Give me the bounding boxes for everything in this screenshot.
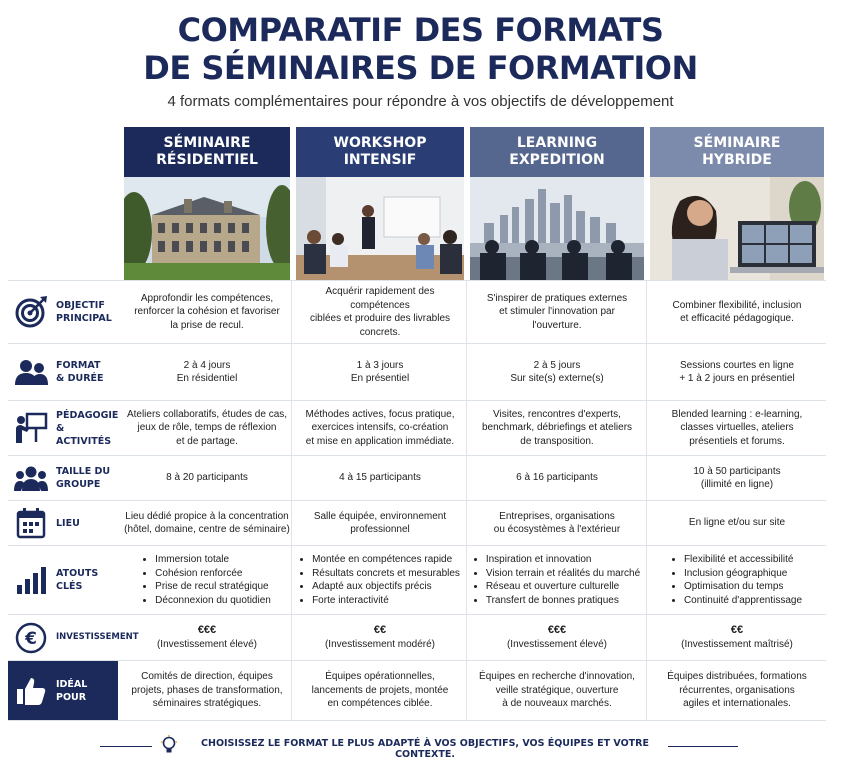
cell-text-line: (hôtel, domaine, centre de séminaire) [124, 524, 290, 535]
cell-text-line: Visites, rencontres d'experts, [493, 408, 621, 420]
table-cell [124, 501, 290, 545]
cell-text-line: classes virtuelles, ateliers [680, 422, 794, 434]
cell-text-line: l'ouverture. [532, 319, 582, 331]
presentation-icon [14, 411, 48, 445]
cell-text-line: 8 à 20 participants [166, 472, 248, 484]
list-item: • Réseau et ouverture culturelle [486, 580, 640, 594]
row-label-line2: CLÉS [56, 581, 83, 592]
table-cell [470, 615, 644, 660]
column-header-line2: INTENSIF [343, 152, 417, 168]
row-label-atouts [8, 546, 118, 614]
group-icon [14, 461, 48, 495]
cell-text-line: En résidentiel [176, 373, 238, 384]
list-item: • Continuité d'apprentissage [684, 594, 802, 608]
cell-text-line: Ateliers collaboratifs, études de cas, [126, 408, 288, 420]
row-label-taille [8, 456, 118, 500]
page-title-line2: DE SÉMINAIRES DE FORMATION [143, 49, 698, 87]
cell-text-line: et stimuler l'innovation par [499, 306, 615, 318]
svg-text:€: € [25, 628, 37, 649]
calendar-icon [14, 506, 48, 540]
cell-text-line: et efficacité pédagogique. [680, 313, 794, 324]
row-label-objectif [8, 281, 118, 343]
euro-icon [14, 621, 48, 655]
cell-text-line: Équipes distribuées, formations [667, 671, 807, 683]
cell-text-line: 4 à 15 participants [339, 472, 421, 484]
cell-text-line: benchmark, débriefings et ateliers [481, 422, 633, 434]
cell-text-line: agiles et internationales. [683, 698, 791, 710]
cell-text-line: Blended learning : e-learning, [671, 408, 803, 420]
bullet-list [143, 553, 271, 607]
cell-text-line: 2 à 4 jours [183, 359, 231, 371]
cell-text-line: 10 à 50 participants [693, 465, 781, 477]
column-header-residentiel [124, 127, 290, 177]
table-cell [296, 661, 464, 720]
target-icon [14, 295, 48, 329]
table-cell [650, 281, 824, 343]
table-cell [470, 344, 644, 400]
cell-text-line: Sessions courtes en ligne [680, 359, 794, 371]
cell-text-line: exercices intensifs, co-création [311, 422, 449, 434]
cell-text-line: de transposition. [520, 435, 594, 447]
cell-text-line: Équipes opérationnelles, [325, 671, 435, 683]
row-label-format [8, 344, 118, 400]
cell-text-line: 2 à 5 jours [533, 359, 581, 371]
column-header-learning-expedition [470, 127, 644, 177]
cell-text-line: (Investissement élevé) [506, 638, 608, 650]
cell-text-line: €€ [373, 624, 387, 636]
cell-text-line: En ligne et/ou sur site [688, 517, 786, 529]
table-cell [470, 661, 644, 720]
column-header-line2: EXPEDITION [509, 152, 605, 168]
bullet-list [300, 553, 460, 607]
bullet-list [672, 553, 802, 607]
row-label-line1: OBJECTIF [56, 300, 105, 311]
table-cell [470, 501, 644, 545]
list-item: • Forte interactivité [312, 594, 460, 608]
table-cell [124, 615, 290, 660]
column-header-line1: LEARNING [516, 135, 598, 151]
row-label-ideal [8, 661, 118, 720]
list-item: • Transfert de bonnes pratiques [486, 594, 640, 608]
cell-text-line: ciblées et produire des livrables [309, 313, 451, 324]
footer-tagline: CHOISISSEZ LE FORMAT LE PLUS ADAPTÉ À VOS OBJECTIFS, VOS ÉQUIPES ET VOTRE CONTEXTE. [201, 738, 649, 760]
cell-text-line: Entreprises, organisations [499, 510, 615, 522]
column-header-line1: SÉMINAIRE [163, 135, 251, 151]
cell-text-line: en compétences ciblée. [327, 698, 433, 710]
hybrid-laptop-photo [650, 177, 824, 280]
table-cell [650, 546, 824, 614]
row-label-line2: GROUPE [56, 479, 101, 490]
cell-text-line: €€ [730, 624, 744, 636]
table-cell [470, 456, 644, 500]
table-cell [650, 401, 824, 455]
cell-text-line: professionnel [350, 524, 410, 535]
row-label-pedagogie [8, 401, 118, 455]
table-cell [124, 344, 290, 400]
list-item: • Cohésion renforcée [155, 567, 271, 581]
city-expedition-photo [470, 177, 644, 280]
list-item: • Optimisation du temps [684, 580, 802, 594]
table-cell [470, 281, 644, 343]
cell-text-line: la prise de recul. [170, 319, 244, 331]
row-label-line1: IDÉAL POUR [56, 678, 88, 703]
table-cell [470, 401, 644, 455]
table-cell [296, 456, 464, 500]
list-item: • Vision terrain et réalités du marché [486, 567, 640, 581]
table-cell [650, 661, 824, 720]
table-cell [296, 401, 464, 455]
list-item: • Flexibilité et accessibilité [684, 553, 802, 567]
row-label-line2: & ACTIVITÉS [56, 422, 112, 447]
list-item: • Montée en compétences rapide [312, 553, 460, 567]
table-cell [124, 546, 290, 614]
cell-text-line: Comités de direction, équipes [141, 671, 273, 683]
table-cell [124, 456, 290, 500]
cell-text-line: (illimité en ligne) [700, 479, 774, 490]
cell-text-line: En présentiel [350, 373, 410, 384]
list-item: • Prise de recul stratégique [155, 580, 271, 594]
page-subtitle: 4 formats complémentaires pour répondre à vos objectifs de développement [167, 93, 674, 110]
row-label-line2: & DURÉE [56, 373, 104, 384]
table-cell [296, 546, 464, 614]
cell-text-line: S'inspirer de pratiques externes [486, 292, 628, 304]
page-title-line1: COMPARATIF DES FORMATS [177, 11, 664, 49]
lightbulb-icon [160, 735, 178, 755]
column-header-workshop [296, 127, 464, 177]
workshop-photo [296, 177, 464, 280]
footer-line-right [668, 746, 738, 747]
cell-text-line: €€€ [547, 624, 567, 636]
cell-text-line: à de nouveaux marchés. [502, 698, 612, 710]
cell-text-line: Équipes en recherche d'innovation, [479, 671, 635, 683]
row-label-lieu [8, 501, 118, 545]
cell-text-line: veille stratégique, ouverture [495, 684, 619, 696]
list-item: • Immersion totale [155, 553, 271, 567]
cell-text-line: lancements de projets, montée [311, 684, 449, 696]
cell-text-line: récurrentes, organisations [679, 684, 795, 696]
column-header-line2: RÉSIDENTIEL [156, 152, 258, 168]
cell-text-line: Combiner flexibilité, inclusion [672, 299, 802, 311]
cell-text-line: présentiels et forums. [689, 435, 785, 447]
column-header-line2: HYBRIDE [702, 152, 772, 168]
table-cell [124, 401, 290, 455]
table-cell [296, 615, 464, 660]
chateau-photo [124, 177, 290, 280]
list-item: • Adapté aux objectifs précis [312, 580, 460, 594]
row-label-investissement [8, 615, 139, 660]
row-label-line1: PÉDAGOGIE [56, 409, 119, 421]
list-item: • Inspiration et innovation [486, 553, 640, 567]
cell-text-line: concrets. [359, 326, 401, 338]
cell-text-line: Approfondir les compétences, [140, 292, 274, 304]
table-cell [296, 281, 464, 343]
cell-text-line: + 1 à 2 jours en présentiel [679, 373, 795, 384]
column-header-line1: WORKSHOP [333, 135, 427, 151]
cell-text-line: Acquérir rapidement des compétences [325, 286, 435, 311]
cell-text-line: Méthodes actives, focus pratique, [305, 408, 455, 420]
list-item: • Inclusion géographique [684, 567, 802, 581]
cell-text-line: renforcer la cohésion et favoriser [134, 306, 280, 318]
row-label-line1: ATOUTS [56, 568, 99, 579]
list-item: • Déconnexion du quotidien [155, 594, 271, 608]
cell-text-line: (Investissement élevé) [156, 638, 258, 650]
bar-chart-icon [14, 563, 48, 597]
thumbs-up-icon [14, 674, 48, 708]
footer-line-left [100, 746, 152, 747]
column-header-hybride [650, 127, 824, 177]
table-cell [650, 344, 824, 400]
row-label-line1: LIEU [56, 517, 80, 529]
row-label-line1: TAILLE DU [56, 466, 111, 477]
list-item: • Résultats concrets et mesurables [312, 567, 460, 581]
table-cell [470, 546, 644, 614]
cell-text-line: (Investissement modéré) [324, 638, 436, 650]
cell-text-line: Sur site(s) externe(s) [510, 373, 604, 384]
cell-text-line: jeux de rôle, temps de réflexion [137, 422, 277, 434]
table-cell [650, 615, 824, 660]
column-header-line1: SÉMINAIRE [693, 135, 781, 151]
row-label-line1: INVESTISSEMENT [56, 632, 139, 642]
cell-text-line: (Investissement maîtrisé) [681, 638, 793, 650]
people-icon [14, 355, 48, 389]
table-cell [650, 456, 824, 500]
cell-text-line: et de partage. [176, 435, 238, 447]
table-cell [296, 501, 464, 545]
row-label-line1: FORMAT [56, 360, 101, 371]
row-divider [8, 720, 826, 721]
table-cell [124, 281, 290, 343]
cell-text-line: ou écosystèmes à l'extérieur [493, 524, 621, 535]
bullet-list [474, 553, 640, 607]
cell-text-line: Lieu dédié propice à la concentration [125, 510, 289, 522]
cell-text-line: €€€ [197, 624, 217, 636]
table-cell [650, 501, 824, 545]
cell-text-line: 1 à 3 jours [356, 359, 404, 371]
cell-text-line: Salle équipée, environnement [313, 510, 447, 522]
cell-text-line: séminaires stratégiques. [152, 698, 262, 710]
table-cell [124, 661, 290, 720]
cell-text-line: 6 à 16 participants [516, 472, 598, 484]
row-label-line2: PRINCIPAL [56, 313, 112, 324]
cell-text-line: projets, phases de transformation, [131, 684, 283, 696]
cell-text-line: et mise en application immédiate. [305, 435, 455, 447]
table-cell [296, 344, 464, 400]
